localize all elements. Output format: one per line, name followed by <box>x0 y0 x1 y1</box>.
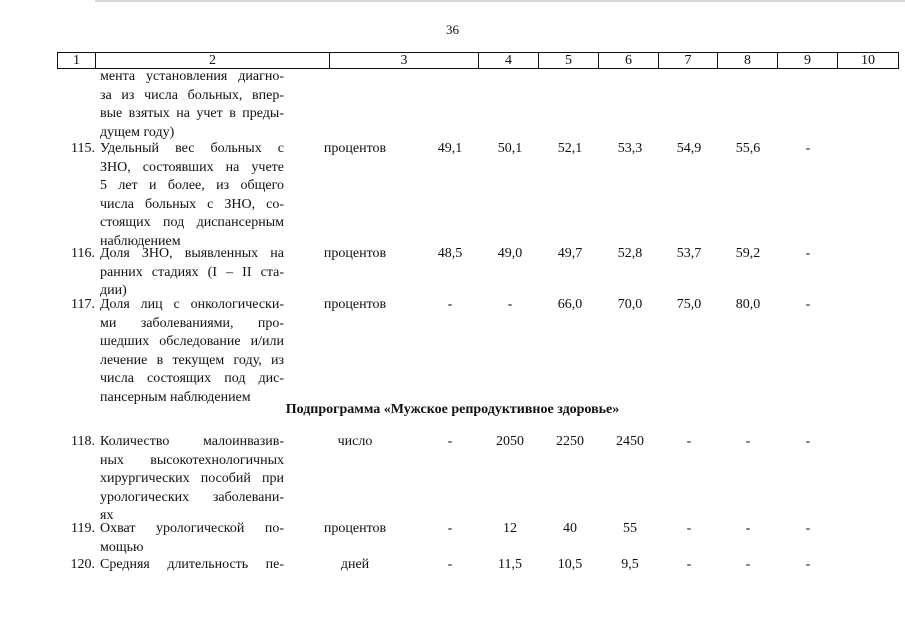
header-col-9: 9 <box>778 53 838 69</box>
unit-cell: процентов <box>323 141 387 156</box>
text-line: ми заболеваниями, про- <box>100 315 284 331</box>
text-line: Доля лиц с онкологически- <box>100 297 284 312</box>
row-number: 118. <box>71 434 95 449</box>
value-col-5: 2050 <box>496 434 524 449</box>
value-col-10: - <box>805 521 811 536</box>
value-col-7: 70,0 <box>617 297 643 312</box>
indicator-name <box>100 556 284 575</box>
text-line: мощью <box>100 539 144 555</box>
unit-cell: процентов <box>323 521 387 536</box>
unit-cell: процентов <box>323 297 387 312</box>
value-col-7: 55 <box>623 521 637 536</box>
header-col-10: 10 <box>838 53 899 69</box>
text-line: Удельный вес больных с <box>100 141 284 156</box>
text-line: ЗНО, состоявших на учете <box>100 159 284 175</box>
value-col-4: - <box>447 557 453 572</box>
value-col-8: - <box>686 434 692 449</box>
continuation-text <box>100 68 284 142</box>
value-col-9: 55,6 <box>735 141 761 156</box>
subprogram-title: Подпрограмма «Мужское репродуктивное здоровье» <box>285 402 620 417</box>
value-col-8: - <box>686 521 692 536</box>
value-col-10: - <box>805 297 811 312</box>
indicator-name <box>100 140 284 251</box>
unit-cell: дней <box>340 557 370 572</box>
scan-edge <box>95 0 905 2</box>
row-number: 116. <box>71 246 95 261</box>
text-line: дии) <box>100 283 127 298</box>
header-col-4: 4 <box>479 53 539 69</box>
value-col-10: - <box>805 557 811 572</box>
text-line: ранних стадиях (I – II ста- <box>100 264 284 280</box>
text-line: дущем году) <box>100 124 175 140</box>
text-line: Средняя длительность пе- <box>100 557 284 572</box>
text-line: лечение в текущем году, из <box>100 352 284 368</box>
text-line: числа больных с ЗНО, со- <box>100 196 284 212</box>
value-col-6: 10,5 <box>557 557 583 572</box>
value-col-7: 9,5 <box>621 557 639 572</box>
value-col-8: 53,7 <box>676 246 702 261</box>
indicator-name <box>100 245 284 301</box>
text-line: ях <box>100 508 114 523</box>
value-col-6: 66,0 <box>557 297 583 312</box>
value-col-5: 12 <box>503 521 517 536</box>
value-col-9: 80,0 <box>735 297 761 312</box>
header-col-7: 7 <box>659 53 718 69</box>
text-line: ных высокотехнологичных <box>100 452 284 468</box>
header-col-3: 3 <box>330 53 479 69</box>
text-line: за из числа больных, впер- <box>100 87 284 103</box>
value-col-9: 59,2 <box>735 246 761 261</box>
text-line: Охват урологической по- <box>100 521 284 536</box>
row-number: 119. <box>71 521 95 536</box>
text-line: шедших обследование и/или <box>100 334 284 349</box>
value-col-10: - <box>805 141 811 156</box>
text-line: Доля ЗНО, выявленных на <box>100 246 284 261</box>
header-col-6: 6 <box>599 53 659 69</box>
row-number: 115. <box>71 141 95 156</box>
value-col-7: 53,3 <box>617 141 643 156</box>
value-col-8: 75,0 <box>676 297 702 312</box>
header-col-5: 5 <box>539 53 599 69</box>
value-col-4: 49,1 <box>437 141 463 156</box>
row-number: 120. <box>70 557 95 572</box>
text-line: вые взятых на учет в преды- <box>100 106 284 121</box>
value-col-9: - <box>745 434 751 449</box>
text-line: урологических заболевани- <box>100 489 284 505</box>
unit-cell: число <box>337 434 373 449</box>
text-line: стоящих под диспансерным <box>100 215 284 230</box>
value-col-8: 54,9 <box>676 141 702 156</box>
text-line: пансерным наблюдением <box>100 389 251 405</box>
value-col-4: 48,5 <box>437 246 463 261</box>
text-line: Количество малоинвазив- <box>100 434 284 449</box>
header-col-1: 1 <box>58 53 96 69</box>
column-number-header <box>57 52 899 69</box>
value-col-5: - <box>507 297 513 312</box>
text-line: наблюдением <box>100 233 181 249</box>
value-col-6: 52,1 <box>557 141 583 156</box>
value-col-8: - <box>686 557 692 572</box>
value-col-6: 40 <box>563 521 577 536</box>
unit-cell: процентов <box>323 246 387 261</box>
value-col-4: - <box>447 521 453 536</box>
indicator-name <box>100 433 284 526</box>
value-col-4: - <box>447 434 453 449</box>
value-col-6: 2250 <box>556 434 584 449</box>
text-line: 5 лет и более, из общего <box>100 178 284 193</box>
page-number: 36 <box>446 22 459 37</box>
value-col-5: 11,5 <box>498 557 522 572</box>
value-col-5: 50,1 <box>497 141 523 156</box>
text-line: числа состоящих под дис- <box>100 371 284 386</box>
value-col-9: - <box>745 557 751 572</box>
value-col-7: 2450 <box>616 434 644 449</box>
indicator-name <box>100 296 284 407</box>
text-line: хирургических пособий при <box>100 471 284 486</box>
value-col-6: 49,7 <box>557 246 583 261</box>
value-col-10: - <box>805 246 811 261</box>
value-col-4: - <box>447 297 453 312</box>
value-col-7: 52,8 <box>617 246 643 261</box>
value-col-10: - <box>805 434 811 449</box>
header-col-2: 2 <box>96 53 330 69</box>
header-col-8: 8 <box>718 53 778 69</box>
value-col-9: - <box>745 521 751 536</box>
text-line: мента установления диагно- <box>100 69 284 84</box>
value-col-5: 49,0 <box>497 246 523 261</box>
row-number: 117. <box>71 297 95 312</box>
indicator-name <box>100 520 284 557</box>
